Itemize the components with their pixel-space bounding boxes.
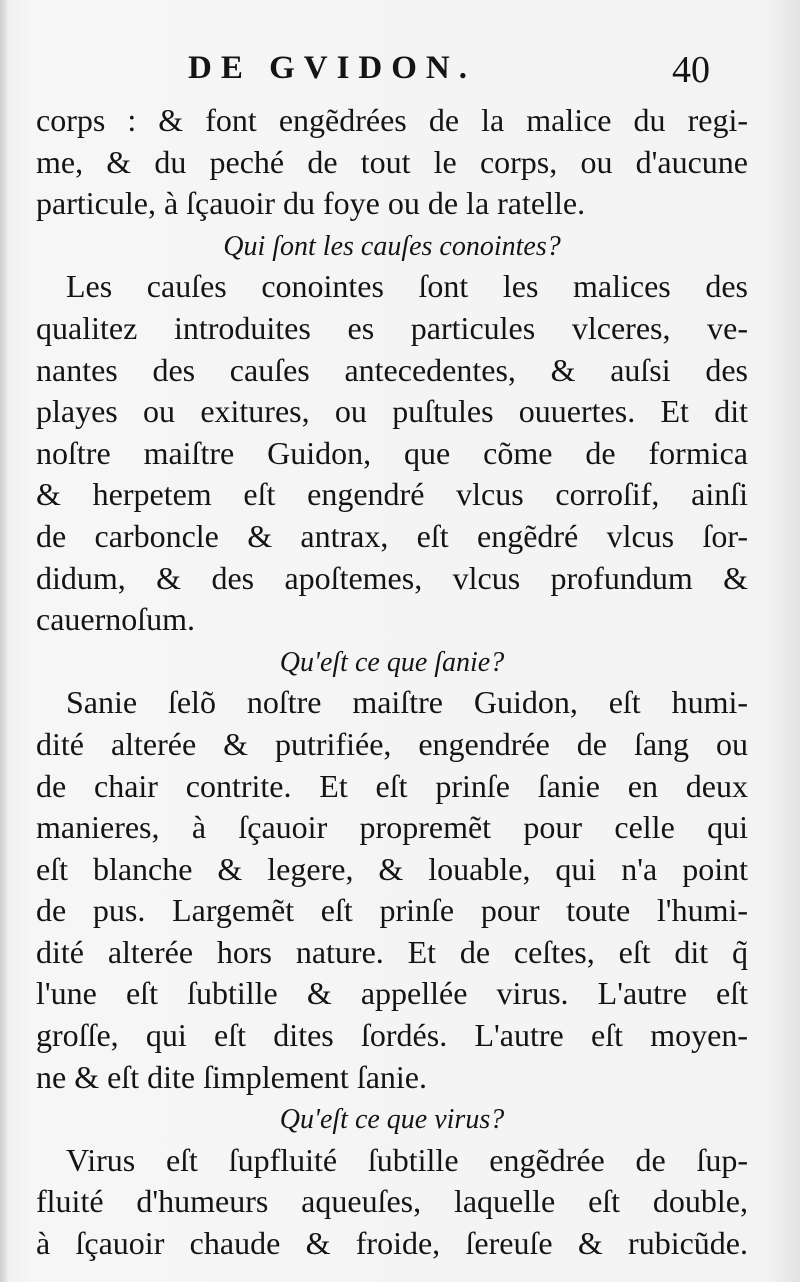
text-line: me, & du peché de tout le corps, ou d'aucune [36,143,748,180]
text-line: didum, & des apoſtemes, vlcus profundum & [36,559,748,596]
text-line: fluité d'humeurs aqueuſes, laquelle eſt double, [36,1183,748,1220]
text-line: Les cauſes conointes ſont les malices des [66,268,748,305]
text-line: Sanie ſelõ noſtre maiſtre Guidon, eſt humi- [66,684,748,721]
text-line: ne & eſt dite ſimplement ſanie. [36,1058,427,1095]
text-line: corps : & font engẽdrées de la malice du regi- [36,102,748,138]
text-line: Virus eſt ſupfluité ſubtille engẽdrée de ſup- [66,1141,748,1178]
text-line: noſtre maiſtre Guidon, que cõme de formica [36,434,748,471]
section-heading: Qui ſont les cauſes conointes? [223,230,561,262]
text-line: de carboncle & antrax, eſt engẽdré vlcus ſor- [36,517,748,554]
page-number: 40 [672,49,710,91]
section-heading: Qu'eſt ce que virus? [279,1104,505,1136]
text-line: à ſçauoir chaude & froide, ſereuſe & rubicũde. [36,1225,748,1262]
text-line: qualitez introduites es particules vlceres, ve- [36,309,748,346]
section-heading: Qu'eſt ce que ſanie? [279,646,505,678]
text-line: groſſe, qui eſt dites ſordés. L'autre eſt moyen- [36,1017,748,1054]
text-line: eſt blanche & legere, & louable, qui n'a point [36,850,748,887]
text-line: l'une eſt ſubtille & appellée virus. L'autre eſt [36,975,748,1012]
text-line: & herpetem eſt engendré vlcus corroſif, ainſi [36,476,748,513]
running-title: DE GVIDON. [188,50,477,86]
text-line: playes ou exitures, ou puſtules ouuertes. Et dit [36,393,748,430]
text-line: nantes des cauſes antecedentes, & auſsi des [36,351,748,388]
text-line: particule, à ſçauoir du foye ou de la ratelle. [36,185,586,222]
text-line: de chair contrite. Et eſt prinſe ſanie en deux [36,767,748,804]
page-text-body [36,100,748,1265]
text-line: manieres, à ſçauoir propremẽt pour celle qui [36,809,748,846]
text-line: de pus. Largemẽt eſt prinſe pour toute l'humi- [36,892,748,929]
page-edge-shadow [0,0,8,1282]
text-line: cauernoſum. [36,601,196,638]
text-line: dité alterée hors nature. Et de ceſtes, eſt dit q̃ [36,933,748,970]
text-line: dité alterée & putrifiée, engendrée de ſang ou [36,725,748,762]
